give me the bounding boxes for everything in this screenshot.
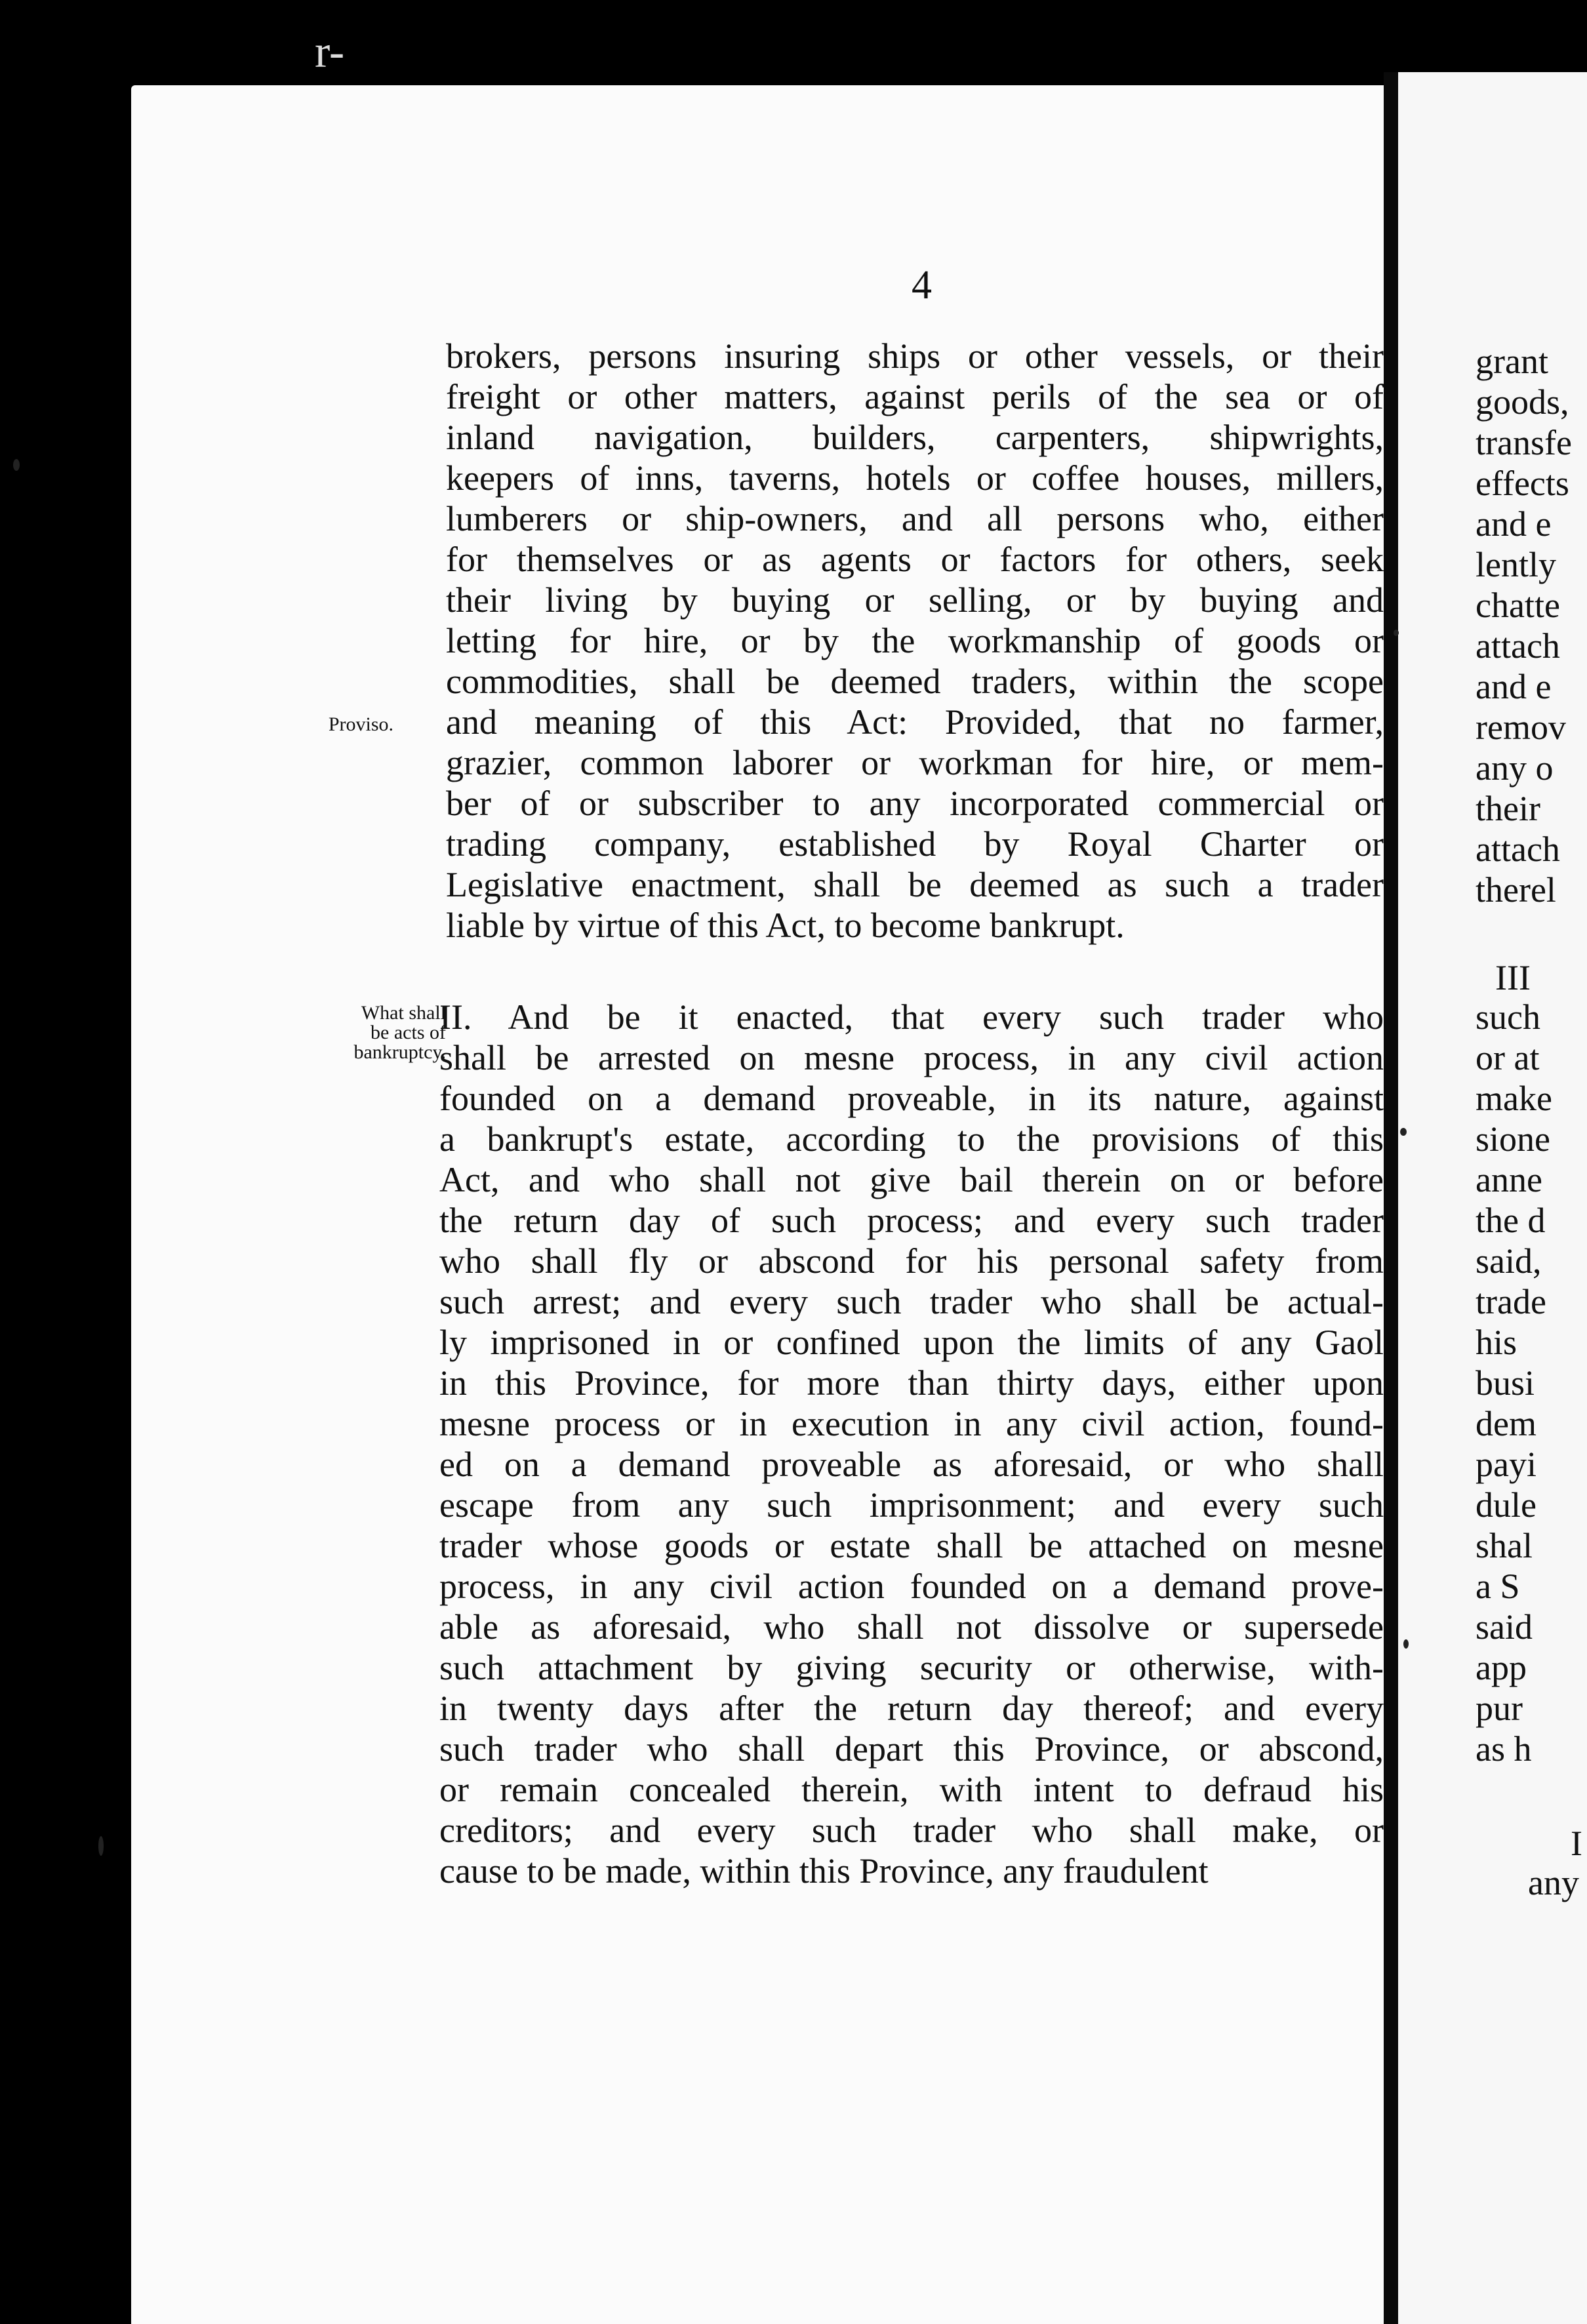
paragraph-1: [446, 336, 1384, 946]
text-line: such arrest; and every such trader who shall be actual-: [439, 1282, 1384, 1321]
text-line: trader whose goods or estate shall be attached on mesne: [439, 1526, 1384, 1565]
right-page-line: payi: [1476, 1445, 1537, 1484]
right-page-line: dem: [1476, 1404, 1537, 1443]
right-page-heading-2: I: [1571, 1824, 1582, 1863]
ink-speck: [1400, 1128, 1407, 1136]
text-line: a bankrupt's estate, according to the provisions of this: [439, 1119, 1384, 1159]
right-page-line: attach: [1476, 830, 1560, 869]
page-number: 4: [912, 263, 932, 308]
text-line: brokers, persons insuring ships or other vessels, or their: [446, 336, 1384, 376]
right-page-line: said,: [1476, 1241, 1542, 1281]
text-line: Legislative enactment, shall be deemed as such a trader: [446, 865, 1384, 904]
text-line: ber of or subscriber to any incorporated commercial or: [446, 784, 1384, 823]
text-line: Act, and who shall not give bail therein on or before: [439, 1160, 1384, 1199]
margin-note-line: be acts of: [371, 1022, 446, 1043]
text-line: inland navigation, builders, carpenters, shipwrights,: [446, 418, 1384, 457]
right-page-line: sione: [1476, 1119, 1550, 1159]
right-page-line: said: [1476, 1607, 1533, 1647]
text-line: ly imprisoned in or confined upon the limits of any Gaol: [439, 1323, 1384, 1362]
book-gutter: [1384, 72, 1398, 2324]
text-line: liable by virtue of this Act, to become bankrupt.: [446, 906, 1125, 945]
text-line: process, in any civil action founded on a demand prove-: [439, 1567, 1384, 1606]
text-line: and meaning of this Act: Provided, that no farmer,: [446, 702, 1384, 742]
right-page-block-2: [1476, 997, 1552, 1769]
text-line: keepers of inns, taverns, hotels or coffee houses, millers,: [446, 458, 1384, 498]
margin-note-acts-of-bankruptcy: [269, 1003, 446, 1062]
right-page-line: such: [1476, 997, 1540, 1037]
ink-speck: [1403, 1639, 1409, 1649]
right-page-line: therel: [1476, 870, 1556, 910]
right-page-line: the d: [1476, 1201, 1546, 1240]
text-line: creditors; and every such trader who shall make, or: [439, 1811, 1384, 1850]
text-line: lumberers or ship-owners, and all persons who, either: [446, 499, 1384, 538]
right-page-line: chatte: [1476, 586, 1560, 625]
right-page-line: goods,: [1476, 382, 1569, 422]
right-page-line: their: [1476, 789, 1540, 828]
right-page-line: as h: [1476, 1729, 1532, 1769]
margin-note-line: bankruptcy.: [353, 1041, 446, 1063]
right-page-line: and e: [1476, 667, 1552, 706]
text-line: cause to be made, within this Province, any fraudulent: [439, 1851, 1209, 1891]
text-line: mesne process or in execution in any civil action, found-: [439, 1404, 1384, 1443]
text-line: founded on a demand proveable, in its nature, against: [439, 1079, 1384, 1118]
text-line: for themselves or as agents or factors for others, seek: [446, 540, 1384, 579]
text-line: shall be arrested on mesne process, in any civil action: [439, 1038, 1384, 1077]
margin-note-line: What shall: [361, 1002, 446, 1024]
paragraph-2: [439, 997, 1384, 1891]
corner-mark: r-: [315, 27, 345, 77]
right-page-line: app: [1476, 1648, 1527, 1687]
right-page-line: his: [1476, 1323, 1517, 1362]
text-line: such trader who shall depart this Province, or abscond,: [439, 1729, 1384, 1769]
right-page-line: busi: [1476, 1363, 1535, 1403]
text-line: ed on a demand proveable as aforesaid, or who shall: [439, 1445, 1384, 1484]
right-page-block-1: [1476, 341, 1572, 910]
right-page-line: or at: [1476, 1038, 1540, 1077]
right-page-block-3: [1528, 1862, 1579, 1903]
right-page-line: attach: [1476, 626, 1560, 666]
text-line: who shall fly or abscond for his personal safety from: [439, 1241, 1384, 1281]
right-page-line: remov: [1476, 708, 1566, 747]
text-line: able as aforesaid, who shall not dissolve or supersede: [439, 1607, 1384, 1647]
text-line: the return day of such process; and every such trader: [439, 1201, 1384, 1240]
text-line: freight or other matters, against perils of the sea or of: [446, 377, 1384, 416]
right-page-heading-iii: III: [1495, 958, 1531, 997]
right-page-line: grant: [1476, 342, 1548, 381]
text-line: trading company, established by Royal Charter or: [446, 824, 1384, 864]
text-line: II. And be it enacted, that every such trader who: [439, 997, 1384, 1037]
right-page-line: any: [1528, 1863, 1579, 1902]
text-line: commodities, shall be deemed traders, within the scope: [446, 662, 1384, 701]
right-page-line: and e: [1476, 504, 1552, 544]
text-line: grazier, common laborer or workman for hire, or mem-: [446, 743, 1384, 782]
text-line: such attachment by giving security or otherwise, with-: [439, 1648, 1384, 1687]
margin-note-proviso: Proviso.: [328, 713, 393, 735]
right-page-line: dule: [1476, 1485, 1537, 1525]
text-line: letting for hire, or by the workmanship of goods or: [446, 621, 1384, 660]
ink-speck: [98, 1836, 104, 1856]
right-page-line: a S: [1476, 1567, 1520, 1606]
text-line: escape from any such imprisonment; and every such: [439, 1485, 1384, 1525]
ink-speck: [1394, 630, 1399, 636]
right-page-line: any o: [1476, 748, 1554, 788]
right-page-line: shal: [1476, 1526, 1533, 1565]
right-page-line: transfe: [1476, 423, 1572, 462]
text-line: in twenty days after the return day thereof; and every: [439, 1689, 1384, 1728]
right-page-line: make: [1476, 1079, 1552, 1118]
right-page-line: anne: [1476, 1160, 1542, 1199]
right-page-line: lently: [1476, 545, 1556, 584]
right-page-line: trade: [1476, 1282, 1546, 1321]
ink-speck: [13, 459, 20, 471]
right-page-line: pur: [1476, 1689, 1523, 1728]
text-line: in this Province, for more than thirty days, either upon: [439, 1363, 1384, 1403]
right-page-line: effects: [1476, 464, 1569, 503]
text-line: their living by buying or selling, or by buying and: [446, 580, 1384, 620]
text-line: or remain concealed therein, with intent to defraud his: [439, 1770, 1384, 1809]
